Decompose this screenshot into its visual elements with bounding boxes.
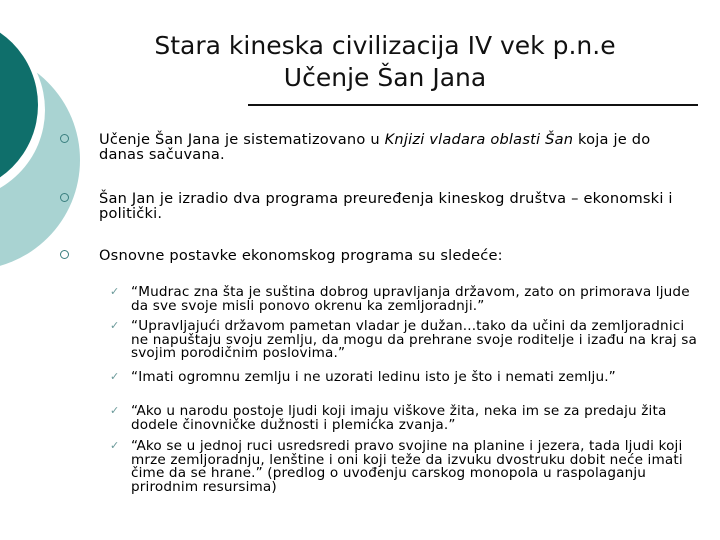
title-underline	[248, 104, 698, 106]
checkmark-icon: ✓	[110, 370, 120, 383]
checkmark-icon: ✓	[110, 285, 120, 298]
checkmark-icon: ✓	[110, 404, 120, 417]
title-line-1: Stara kineska civilizacija IV vek p.n.e	[154, 31, 616, 60]
ring-bullet-icon	[60, 193, 69, 202]
slide-title	[100, 30, 670, 94]
checkmark-icon: ✓	[110, 319, 120, 332]
ring-bullet-icon	[60, 250, 69, 259]
ring-bullet-icon	[60, 134, 69, 143]
checkmark-icon: ✓	[110, 439, 120, 452]
title-line-2: Učenje Šan Jana	[283, 63, 487, 92]
